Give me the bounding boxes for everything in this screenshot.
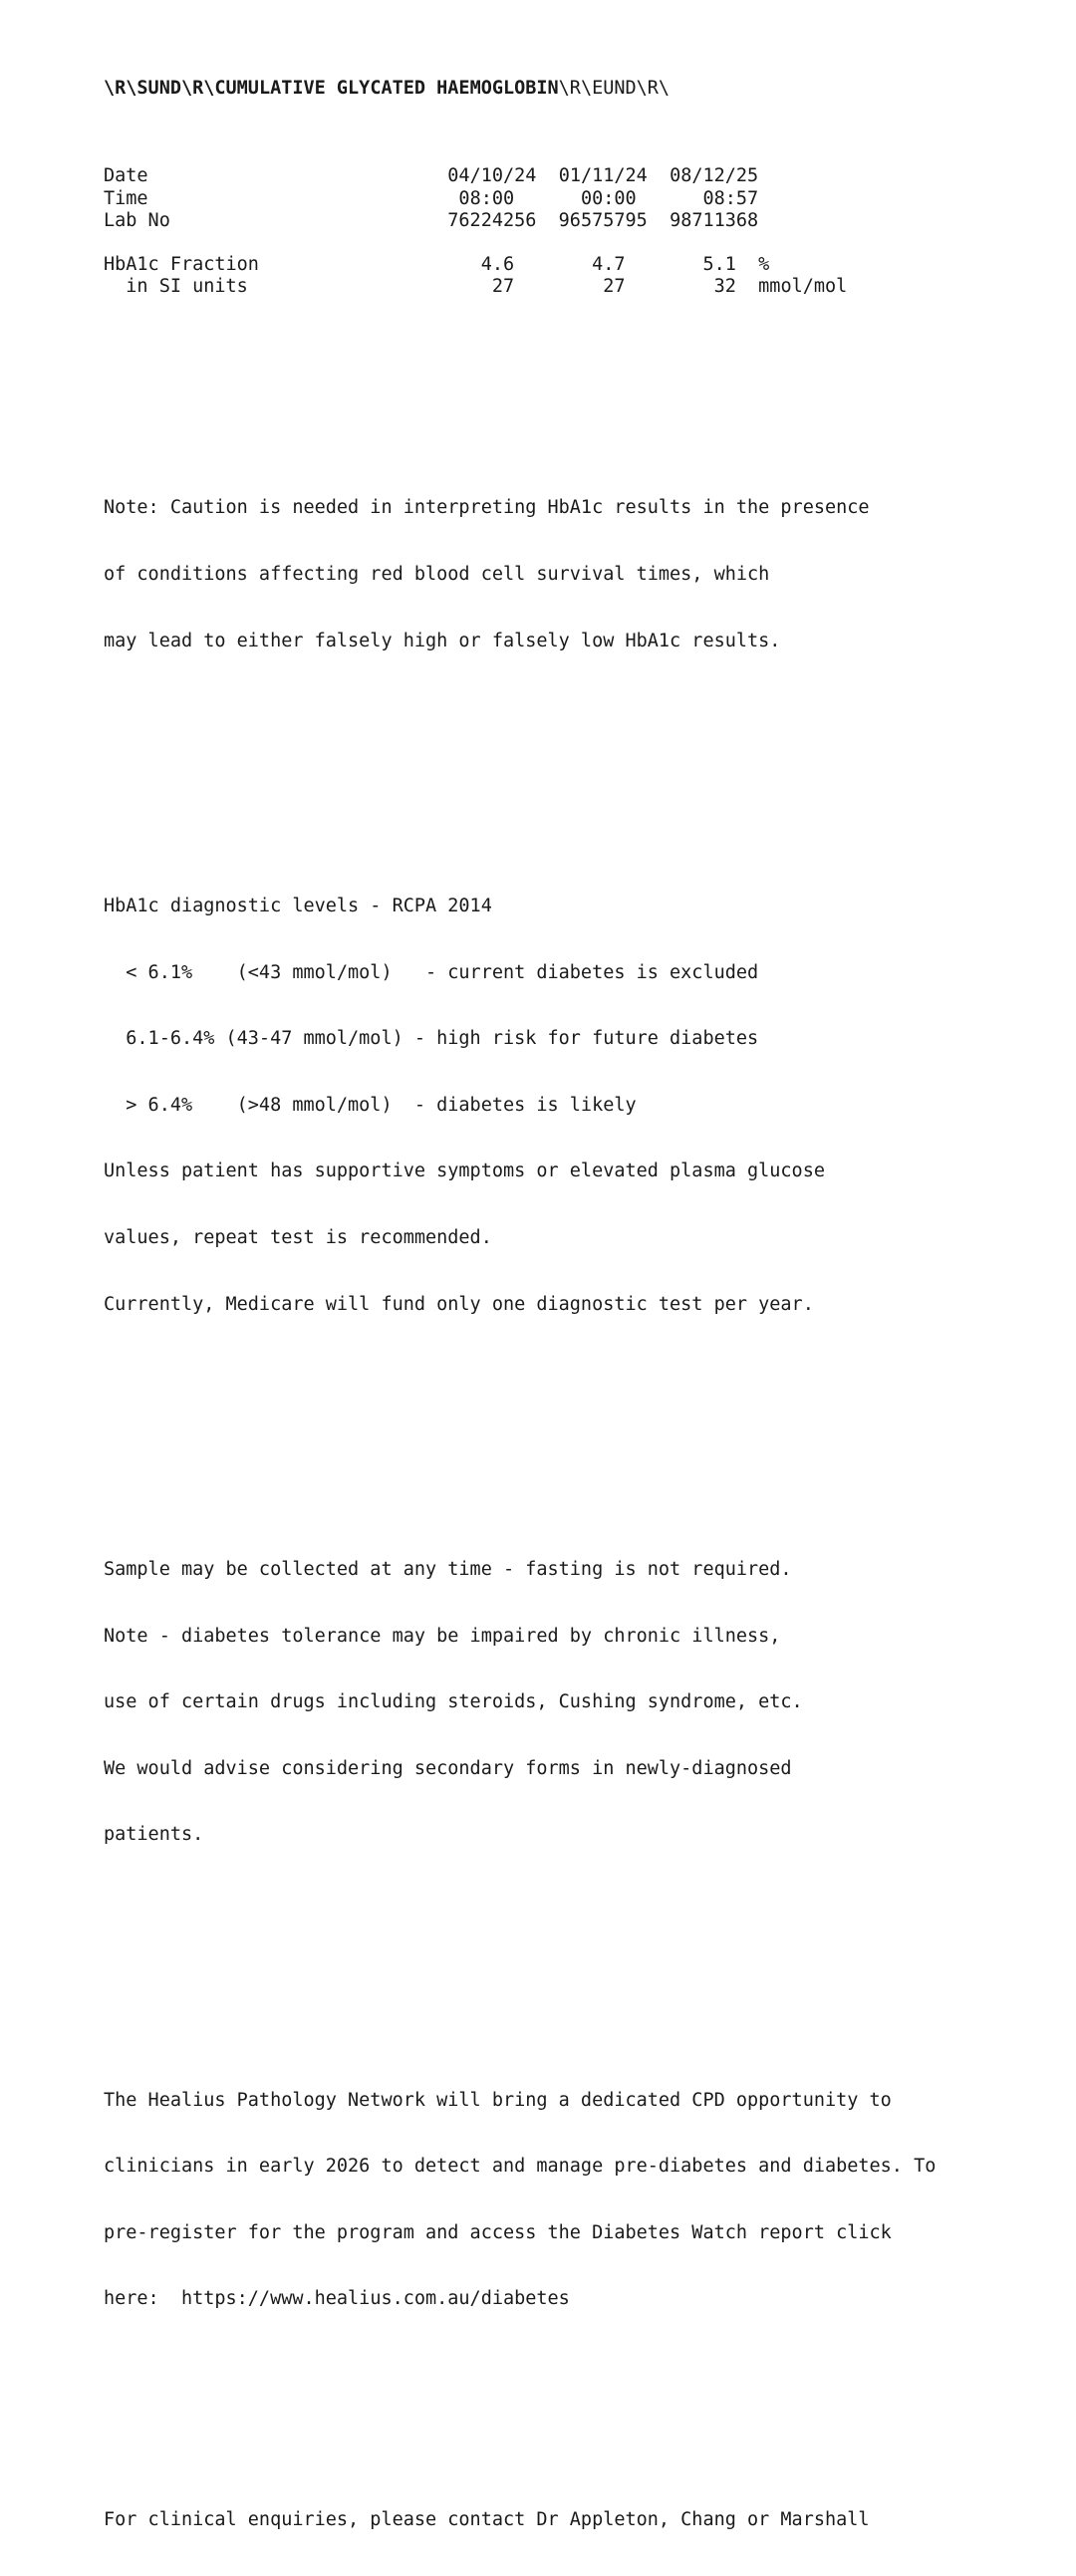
spacer — [148, 165, 448, 186]
diagnostic-level: 6.1-6.4% (43-47 mmol/mol) - high risk for future diabetes — [104, 1028, 759, 1050]
results-row — [104, 165, 936, 187]
cpd-notice — [104, 2045, 936, 2355]
spacer — [148, 188, 448, 209]
row-label: HbA1c Fraction — [104, 254, 259, 276]
sample-note — [104, 1515, 936, 1891]
row-label: Lab No — [104, 209, 170, 231]
cpd-line: The Healius Pathology Network will bring a dedicated CPD opportunity to — [104, 2089, 892, 2111]
header-suffix: \R\EUND\R\ — [558, 77, 671, 99]
diagnostic-levels — [104, 852, 936, 1361]
results-row — [104, 210, 936, 232]
report-header — [104, 78, 936, 100]
blank-line — [104, 763, 936, 785]
caution-note-line: Note: Caution is needed in interpreting HbA1c results in the presence — [104, 497, 870, 519]
contact-line: For clinical enquiries, please contact Dr Appleton, Chang or Marshall — [104, 2509, 870, 2531]
result-cell: 96575795 — [558, 209, 671, 231]
sample-note-line: patients. — [104, 1824, 204, 1846]
header-prefix: \R\SUND\R\ — [104, 77, 215, 99]
sample-note-line: use of certain drugs including steroids, Cushing syndrome, etc. — [104, 1691, 803, 1713]
blank-line — [104, 2422, 936, 2444]
blank-line — [104, 1426, 936, 1448]
results-table — [104, 165, 936, 298]
blank-line — [104, 365, 936, 386]
sample-note-line: Note - diabetes tolerance may be impaired by chronic illness, — [104, 1625, 781, 1647]
result-cell: 27 — [447, 276, 515, 298]
result-cell: 04/10/24 — [447, 165, 559, 187]
caution-note-line: of conditions affecting red blood cell survival times, which — [104, 563, 770, 585]
caution-note — [104, 453, 936, 696]
result-cell: 76224256 — [447, 209, 559, 231]
cpd-link-line — [104, 2288, 936, 2310]
cpd-line: clinicians in early 2026 to detect and manage pre-diabetes and diabetes. To — [104, 2156, 937, 2178]
cpd-line: pre-register for the program and access the Diabetes Watch report click — [104, 2221, 892, 2243]
diagnostic-advice: values, repeat test is recommended. — [104, 1226, 492, 1248]
result-cell: 4.6 — [447, 254, 515, 276]
blank-line — [104, 1956, 936, 1978]
results-row — [104, 254, 936, 276]
diagnostic-heading: HbA1c diagnostic levels - RCPA 2014 — [104, 895, 492, 916]
row-label: in SI units — [104, 276, 248, 298]
result-cell: 5.1 — [625, 254, 736, 276]
spacer — [170, 210, 447, 231]
sample-note-line: We would advise considering secondary forms in newly-diagnosed — [104, 1757, 792, 1779]
result-cell: 08:00 — [447, 187, 570, 209]
result-cell: 98711368 — [670, 209, 759, 231]
cpd-link-prefix: here: — [104, 2288, 181, 2310]
result-cell: 27 — [514, 276, 626, 298]
row-label: Date — [104, 165, 148, 187]
spacer — [259, 254, 447, 275]
row-unit: mmol/mol — [735, 276, 848, 298]
blank-line — [104, 232, 936, 254]
report-title: CUMULATIVE GLYCATED HAEMOGLOBIN — [214, 77, 559, 99]
pathology-report — [104, 11, 936, 2576]
sample-note-line: Sample may be collected at any time - fasting is not required. — [104, 1558, 792, 1580]
caution-note-line: may lead to either falsely high or falsely low HbA1c results. — [104, 630, 781, 651]
result-cell: 32 — [625, 276, 736, 298]
result-cell: 08:57 — [691, 187, 803, 209]
diabetes-watch-link[interactable]: https://www.healius.com.au/diabetes — [180, 2288, 570, 2310]
result-cell: 00:00 — [569, 187, 692, 209]
spacer — [248, 276, 447, 297]
result-cell: 08/12/25 — [670, 165, 759, 187]
diagnostic-advice: Unless patient has supportive symptoms or elevated plasma glucose — [104, 1160, 825, 1182]
diagnostic-advice: Currently, Medicare will fund only one diagnostic test per year. — [104, 1293, 814, 1315]
results-row — [104, 188, 936, 210]
row-label: Time — [104, 187, 148, 209]
result-cell: 01/11/24 — [558, 165, 671, 187]
diagnostic-level: > 6.4% (>48 mmol/mol) - diabetes is likely — [104, 1094, 637, 1116]
diagnostic-level: < 6.1% (<43 mmol/mol) - current diabetes is excluded — [104, 961, 759, 983]
row-unit: % — [735, 254, 770, 276]
results-row — [104, 276, 936, 298]
result-cell: 4.7 — [514, 254, 626, 276]
